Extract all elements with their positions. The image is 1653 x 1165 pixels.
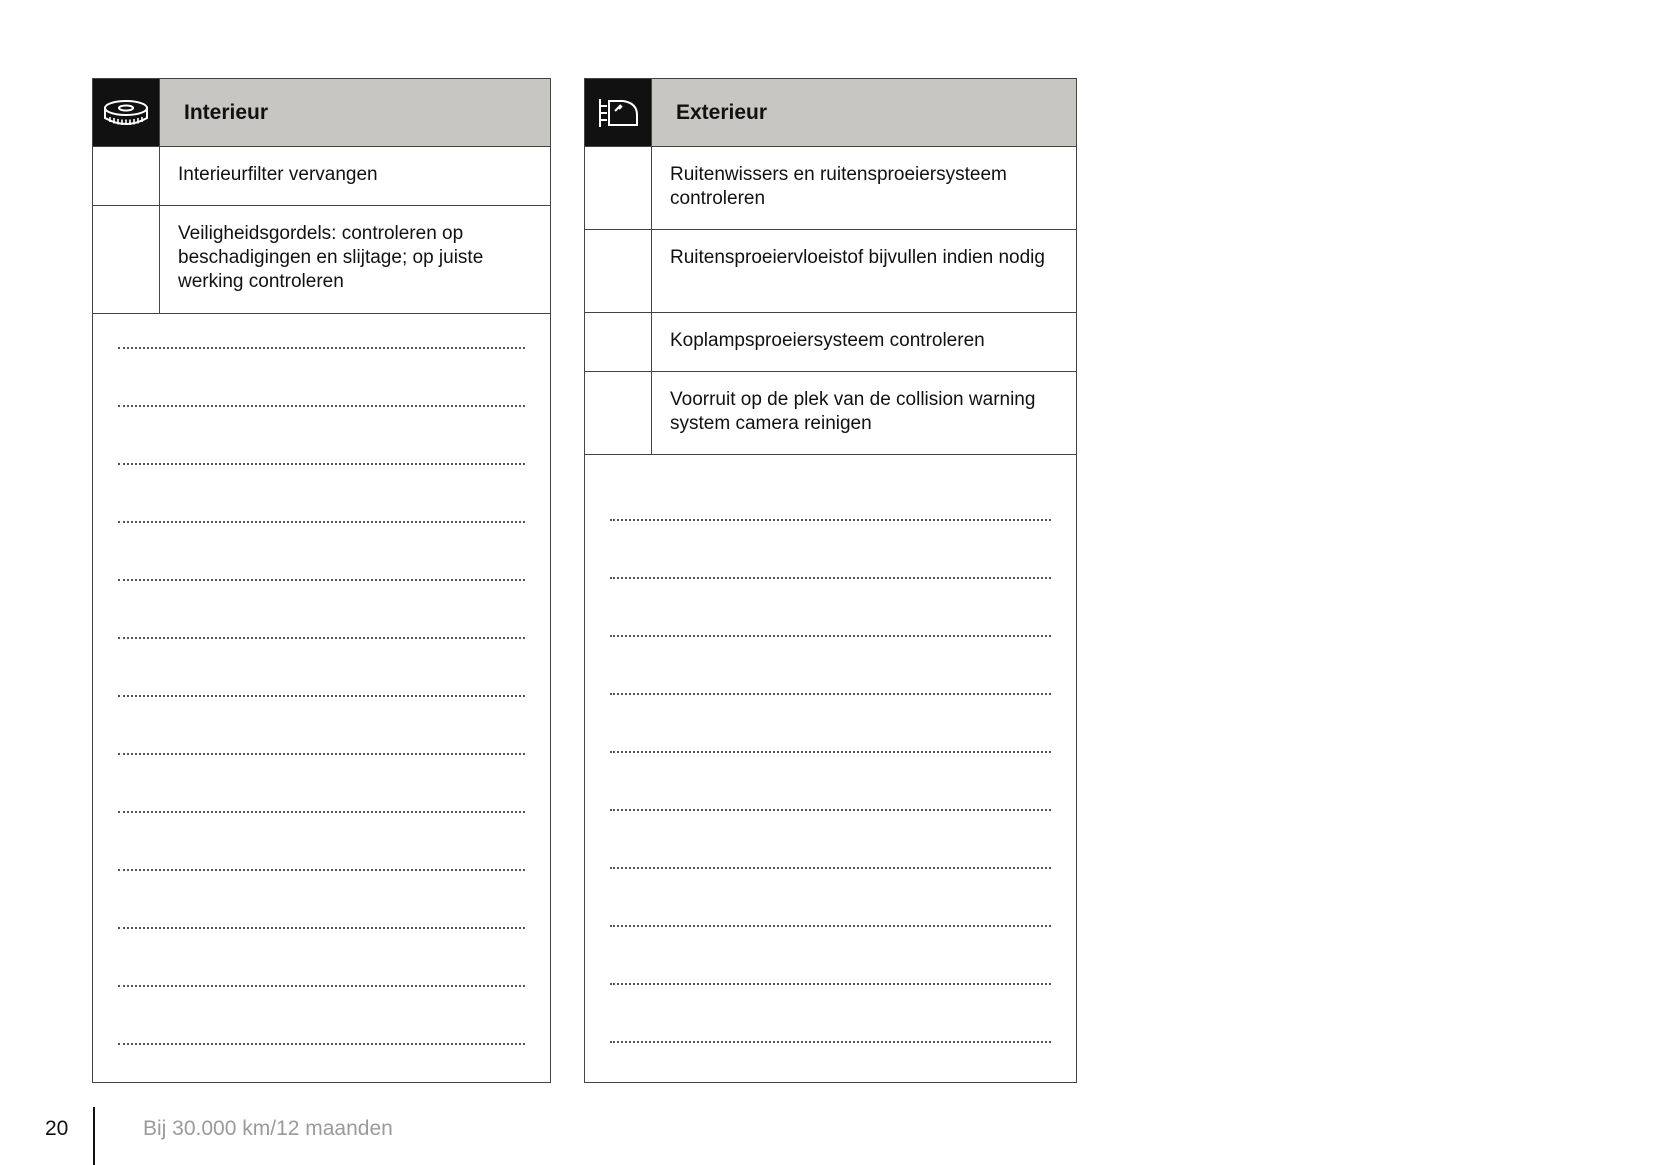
note-line[interactable] bbox=[118, 405, 525, 407]
checkbox-cell[interactable] bbox=[93, 147, 160, 205]
note-line[interactable] bbox=[118, 579, 525, 581]
note-line[interactable] bbox=[610, 635, 1051, 637]
checklist-item-text: Interieurfilter vervangen bbox=[178, 164, 378, 185]
note-line[interactable] bbox=[610, 983, 1051, 985]
note-line[interactable] bbox=[118, 985, 525, 987]
checklist-item-text: Ruitenwissers en ruitensproeiersysteem controleren bbox=[670, 164, 1007, 209]
note-line[interactable] bbox=[118, 347, 525, 349]
interior-panel bbox=[92, 78, 551, 1083]
exterior-panel bbox=[584, 78, 1077, 1083]
checklist-item-text: Voorruit op de plek van de collision warning system camera reinigen bbox=[670, 389, 1036, 434]
checkbox-cell[interactable] bbox=[93, 206, 160, 313]
note-line[interactable] bbox=[118, 1043, 525, 1045]
section-label: Bij 30.000 km/12 maanden bbox=[143, 1117, 393, 1140]
checklist-row bbox=[93, 206, 550, 314]
note-line[interactable] bbox=[118, 637, 525, 639]
note-line[interactable] bbox=[610, 519, 1051, 521]
note-line[interactable] bbox=[610, 867, 1051, 869]
checkbox-cell[interactable] bbox=[585, 147, 652, 229]
footer-divider bbox=[93, 1107, 95, 1165]
note-line[interactable] bbox=[118, 521, 525, 523]
checklist-row bbox=[585, 147, 1076, 230]
cabin-filter-icon bbox=[93, 79, 160, 146]
page-number: 20 bbox=[45, 1117, 69, 1140]
note-line[interactable] bbox=[610, 1041, 1051, 1043]
checklist-item-text: Ruitensproeiervloeistof bijvullen indien nodig bbox=[670, 247, 1045, 268]
note-line[interactable] bbox=[118, 753, 525, 755]
checkbox-cell[interactable] bbox=[585, 230, 652, 312]
checklist-row bbox=[585, 313, 1076, 372]
note-line[interactable] bbox=[610, 693, 1051, 695]
exterior-header bbox=[585, 79, 1076, 147]
exterior-title: Exterieur bbox=[652, 79, 1076, 146]
interior-title: Interieur bbox=[160, 79, 550, 146]
note-line[interactable] bbox=[610, 925, 1051, 927]
note-line[interactable] bbox=[610, 809, 1051, 811]
checklist-item-text: Veiligheidsgordels: controleren op beschadigingen en slijtage; op juiste werking controleren bbox=[178, 223, 484, 292]
checklist-row bbox=[585, 230, 1076, 313]
note-line[interactable] bbox=[118, 811, 525, 813]
checkbox-cell[interactable] bbox=[585, 313, 652, 371]
note-line[interactable] bbox=[118, 927, 525, 929]
note-line[interactable] bbox=[118, 463, 525, 465]
note-line[interactable] bbox=[610, 751, 1051, 753]
note-line[interactable] bbox=[118, 869, 525, 871]
checklist-row bbox=[93, 147, 550, 206]
checklist-item-text: Koplampsproeiersysteem controleren bbox=[670, 330, 985, 351]
headlamp-washer-icon bbox=[585, 79, 652, 146]
checklist-row bbox=[585, 372, 1076, 455]
note-line[interactable] bbox=[118, 695, 525, 697]
checkbox-cell[interactable] bbox=[585, 372, 652, 454]
note-line[interactable] bbox=[610, 577, 1051, 579]
interior-header bbox=[93, 79, 550, 147]
